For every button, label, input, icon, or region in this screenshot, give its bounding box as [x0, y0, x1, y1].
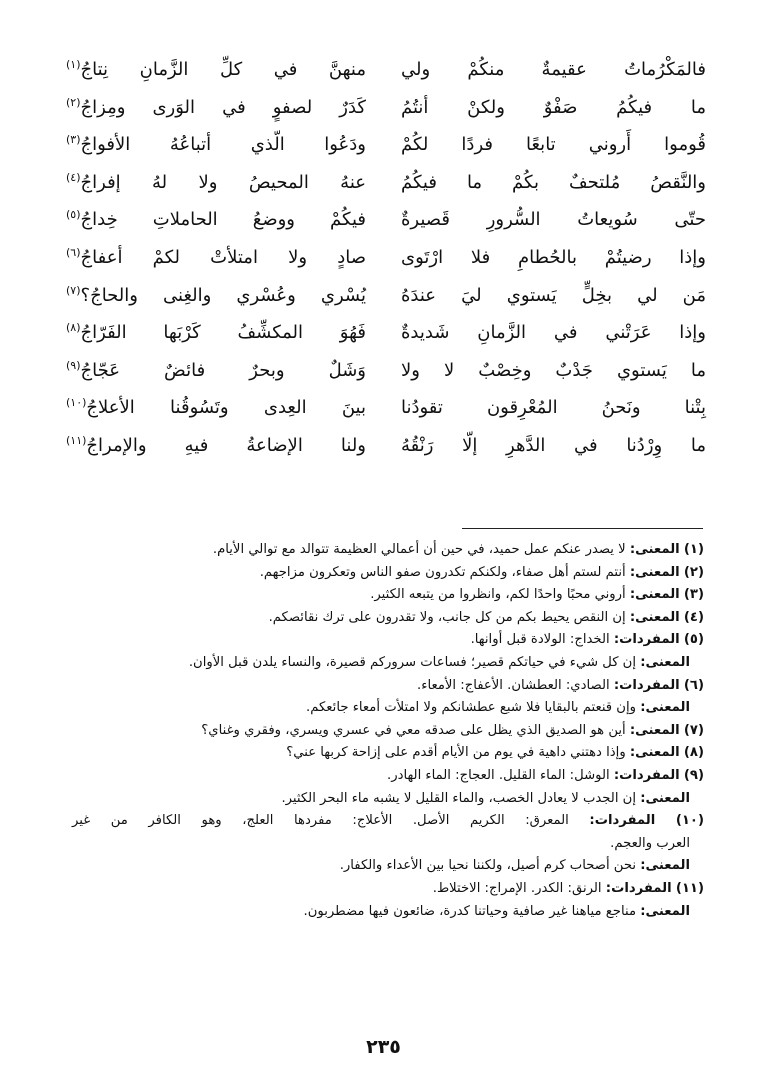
footnote-label: المعنى: [640, 858, 690, 874]
first-hemistich: والنَّقصُ مُلتحفٌ بكُمْ ما فيكُمُ [401, 171, 706, 193]
footnote-ref: (٧) [66, 283, 81, 297]
footnote-text: نحن أصحاب كرم أصيل، ولكننا نحيا بين الأعداء والكفار. [339, 858, 637, 874]
footnote-text: إن كل شيء في حياتكم قصير؛ فساعات سروركم قصيرة، والنساء يلدن قبل الأوان. [188, 654, 637, 670]
second-hemistich [66, 127, 366, 163]
footnote-text: مناجع مياهنا غير صافية وحياتنا كدرة، ضائعون فيها مضطربون. [303, 903, 637, 919]
verse-line [66, 428, 706, 466]
footnote-ref: (٥) [66, 208, 81, 222]
footnote-label: المعنى: [640, 654, 690, 670]
footnote-text: العرب والعجم. [610, 835, 690, 851]
footnote-line [72, 720, 704, 743]
verse-line [66, 165, 706, 203]
footnote-line [72, 675, 704, 698]
footnote-label: المفردات: [613, 767, 680, 783]
verse-line [66, 127, 706, 165]
footnote-label: المعنى: [629, 564, 680, 580]
hemistich-text: وَشَلٌ وبحرٌ فائضٌ عَجّاجُ [80, 359, 366, 381]
footnote-text: الرنق: الكدر. الإمراج: الاختلاط. [432, 880, 602, 896]
verse-line [66, 278, 706, 316]
hemistich-text: بينَ العِدى وتَسُوقُنا الأعلاجُ [86, 397, 366, 419]
first-hemistich: بِتْنا ونَحنُ المُعْرِقون تقودُنا [401, 397, 706, 419]
footnote-line [72, 607, 704, 630]
page-number: ٢٣٥ [366, 1036, 401, 1058]
footnote-text: الوشل: الماء القليل. العجاج: الماء الهادر. [387, 767, 610, 783]
second-hemistich [66, 353, 366, 389]
footnote-text: الخداج: الولادة قبل أوانها. [470, 632, 610, 648]
hemistich-text: يُسْري وعُسْري والغِنى والحاجُ؟ [80, 284, 366, 306]
footnote-number: (٥) [683, 632, 704, 648]
footnote-ref: (٤) [66, 170, 81, 184]
footnote-text: الصادي: العطشان. الأعفاج: الأمعاء. [417, 677, 610, 693]
verse-line [66, 390, 706, 428]
hemistich-text: صادٍ ولا امتلأتْ لكمْ أعفاجُ [80, 246, 366, 268]
footnote-ref: (٩) [66, 358, 81, 372]
footnote-label: المفردات: [605, 880, 672, 896]
footnote-text: لا يصدر عنكم عمل حميد، في حين أن أعمالي العظيمة تتوالد مع توالي الأيام. [212, 542, 626, 557]
footnote-line [72, 562, 704, 585]
hemistich-text: فَهُوَ المكشِّفُ كَرْبَها الفَرّاجُ [80, 322, 366, 344]
second-hemistich [66, 52, 366, 88]
first-hemistich: قُوموا أَروني تابعًا فردًا لكُمْ [401, 134, 706, 156]
hemistich-text: ولنا الإضاعةُ فيهِ والإمراجُ [86, 434, 366, 456]
footnote-label: المعنى: [640, 790, 690, 806]
footnote-label: المعنى: [629, 609, 680, 625]
footnote-line [72, 765, 704, 788]
footnote-line [72, 697, 704, 720]
footnote-text: وإذا دهتني داهية في يوم من الأيام أقدم على إزاحة كربها عني؟ [286, 745, 626, 761]
hemistich-text: ودَعُوا الّذي أتباعُهُ الأفواجُ [80, 134, 366, 156]
footnotes [72, 539, 704, 923]
hemistich-text: فيكُمْ ووضعُ الحاملاتِ خِداجُ [80, 209, 366, 231]
second-hemistich [66, 202, 366, 238]
footnote-number: (٨) [683, 745, 704, 761]
footnote-line [72, 584, 704, 607]
footnote-number: (٢) [683, 564, 704, 580]
footnote-line [72, 629, 704, 652]
first-hemistich: فالمَكْرُماتُ عقيمةٌ منكُمْ ولي [401, 59, 706, 80]
footnote-line [72, 878, 704, 901]
footnote-number: (١) [683, 542, 704, 557]
footnote-ref: (٢) [66, 95, 81, 109]
footnote-number: (٣) [683, 587, 704, 603]
second-hemistich [66, 315, 366, 351]
verse-line [66, 353, 706, 391]
footnote-number: (٤) [683, 609, 704, 625]
footnote-text: إن الجدب لا يعادل الخصب، والماء القليل لا يشبه ماء البحر الكثير. [281, 790, 637, 806]
footnote-label: المعنى: [640, 700, 690, 716]
verse-line [66, 315, 706, 353]
footnote-ref: (٦) [66, 245, 81, 259]
footnote-text: وإن قنعتم بالبقايا فلا شبع عطشانكم ولا امتلأت أمعاء جائعكم. [306, 700, 637, 716]
footnote-separator [462, 528, 703, 529]
footnote-text: المعرق: الكريم الأصل. الأعلاج: مفردها العلج، وهو الكافر من غير [72, 813, 569, 829]
footnote-label: المفردات: [589, 813, 656, 829]
footnote-number: (١٠) [675, 813, 704, 829]
footnote-line [72, 652, 704, 675]
footnote-line [72, 833, 704, 856]
footnote-line [72, 810, 704, 833]
footnote-line [72, 539, 704, 562]
footnote-line [72, 742, 704, 765]
footnote-label: المفردات: [613, 677, 680, 693]
first-hemistich: ما وِرْدُنا في الدَّهرِ إلّا رَنْقُهُ [401, 434, 706, 456]
second-hemistich [66, 240, 366, 276]
footnote-text: أروني محبًا واحدًا لكم، وانظروا من يتبعه الكثير. [370, 587, 626, 603]
first-hemistich: ما فيكُمُ صَفْوٌ ولكنْ أنتُمُ [401, 96, 706, 118]
verse-line [66, 202, 706, 240]
first-hemistich: وإذا رضيتُمْ بالحُطامِ فلا ارْتَوى [401, 246, 706, 268]
footnote-line [72, 901, 704, 924]
footnote-label: المفردات: [613, 632, 680, 648]
first-hemistich: حتّى سُويعاتُ السُّرورِ قَصيرةٌ [401, 209, 706, 231]
footnote-label: المعنى: [629, 587, 680, 603]
footnote-label: المعنى: [640, 903, 690, 919]
second-hemistich [66, 428, 366, 464]
footnote-number: (٩) [683, 767, 704, 783]
second-hemistich [66, 165, 366, 201]
verse-line [66, 90, 706, 128]
footnote-label: المعنى: [629, 542, 680, 557]
footnote-number: (٧) [683, 722, 704, 738]
poem [66, 52, 706, 466]
footnote-line [72, 788, 704, 811]
footnote-number: (١١) [675, 880, 704, 896]
hemistich-text: منهنَّ في كلِّ الزَّمانِ نِتاجُ [80, 59, 366, 80]
verse-line [66, 240, 706, 278]
second-hemistich [66, 90, 366, 126]
first-hemistich: مَن لي بخِلٍّ يَستوي ليَ عندَهُ [401, 284, 706, 306]
second-hemistich [66, 390, 366, 426]
footnote-ref: (١١) [66, 433, 87, 447]
footnote-label: المعنى: [629, 745, 680, 761]
verse-line [66, 52, 706, 90]
footnote-ref: (٨) [66, 321, 81, 335]
hemistich-text: كَدَرٌ لصفوٍ في الوَرى ومِزاجُ [80, 96, 366, 118]
footnote-ref: (١٠) [66, 396, 87, 410]
footnote-ref: (٣) [66, 133, 81, 147]
footnote-label: المعنى: [629, 722, 680, 738]
second-hemistich [66, 278, 366, 314]
footnote-ref: (١) [66, 58, 81, 71]
hemistich-text: عنهُ المحيصُ ولا لهُ إفراجُ [80, 171, 366, 193]
first-hemistich: ما يَستوي جَدْبٌ وخِصْبٌ لا ولا [401, 359, 706, 381]
footnote-text: أين هو الصديق الذي يظل على صدقه معي في عسري ويسري، وفقري وغناي؟ [201, 722, 626, 738]
footnote-text: أنتم لستم أهل صفاء، ولكنكم تكدرون صفو الناس وتعكرون مزاجهم. [259, 564, 626, 580]
footnote-text: إن النقص يحيط بكم من كل جانب، ولا تقدرون على ترك نقائصكم. [268, 609, 626, 625]
footnote-line [72, 855, 704, 878]
footnote-number: (٦) [683, 677, 704, 693]
first-hemistich: وإذا عَرَتْني في الزَّمانِ شَديدةٌ [401, 322, 706, 344]
